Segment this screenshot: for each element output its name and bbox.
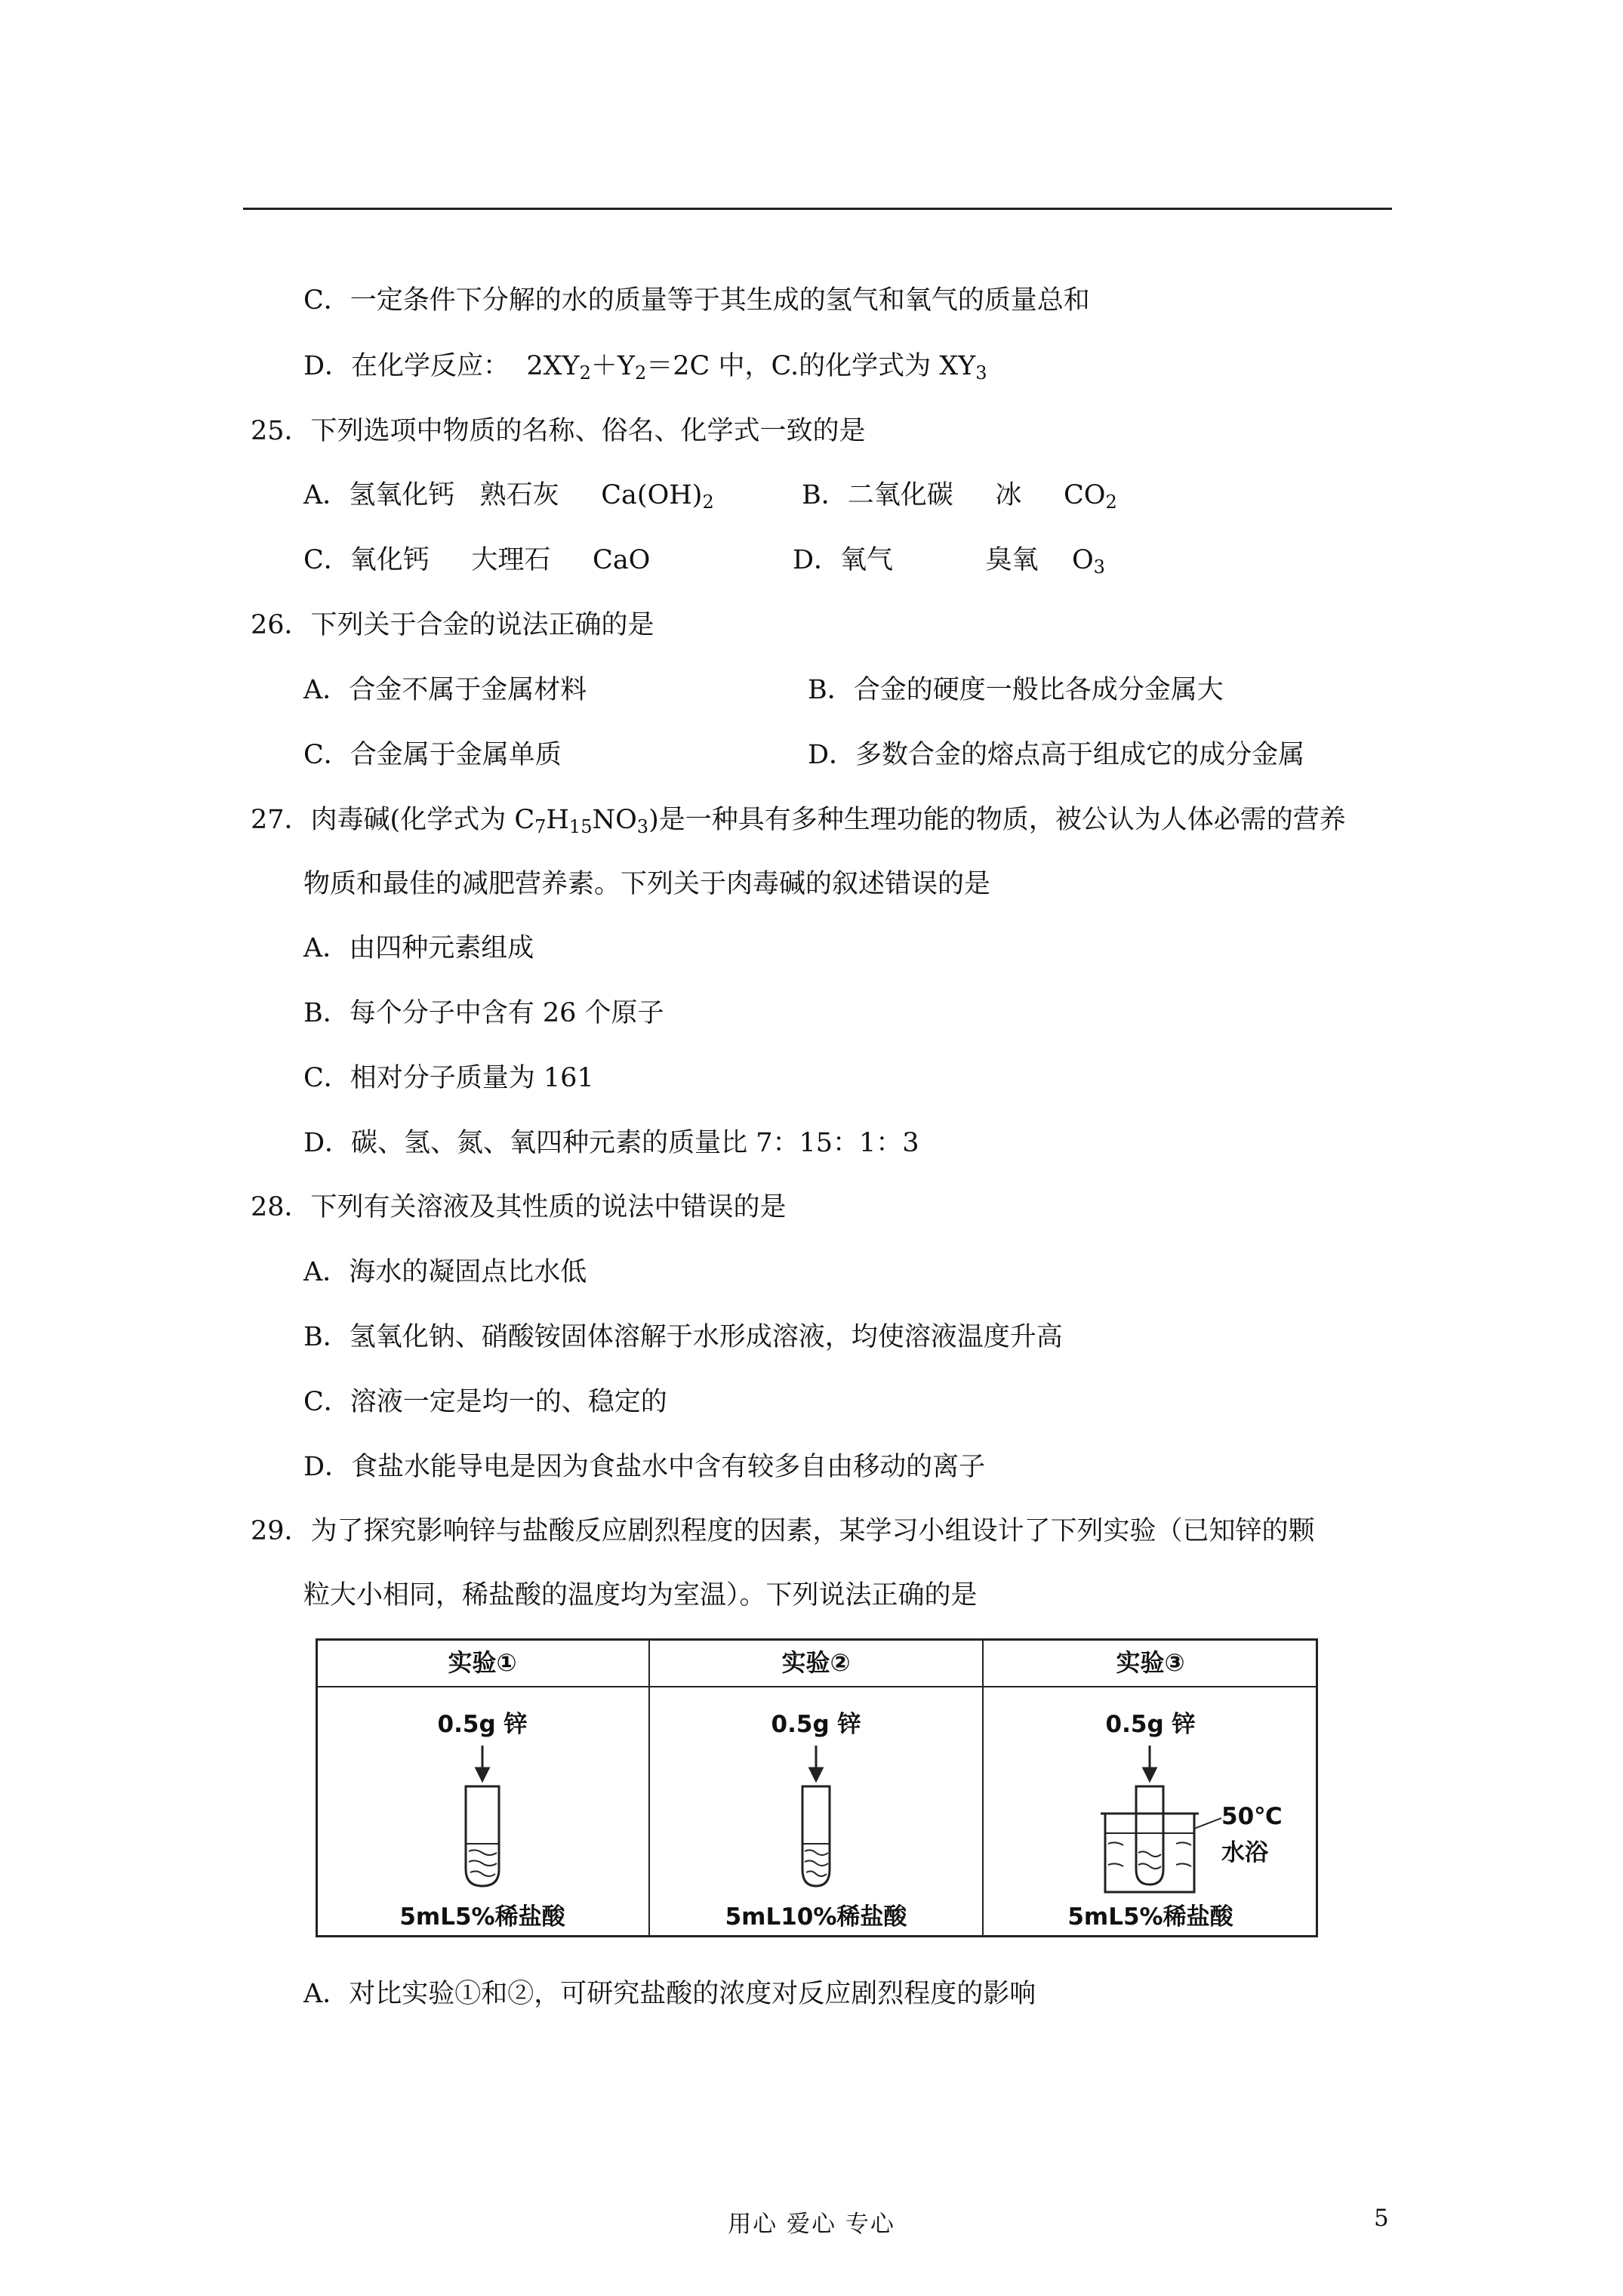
q28-option-a: A．海水的凝固点比水低: [303, 1257, 587, 1287]
q28-stem: 28．下列有关溶液及其性质的说法中错误的是: [251, 1192, 787, 1222]
zinc-label-exp1: 0.5g 锌: [437, 1711, 528, 1738]
test-tube-2: [802, 1746, 830, 1886]
table-header-exp1: 实验①: [448, 1648, 517, 1677]
bath-temperature-label: 50℃: [1221, 1803, 1283, 1830]
page-number: 5: [1374, 2205, 1389, 2232]
footer-slogan: 用心 爱心 专心: [728, 2211, 895, 2238]
table-header-exp3: 实验③: [1116, 1648, 1185, 1677]
test-tube-1: [466, 1746, 499, 1886]
q29-stem-line1: 29．为了探究影响锌与盐酸反应剧烈程度的因素，某学习小组设计了下列实验（已知锌的颗: [251, 1516, 1315, 1546]
q26-option-d: D．多数合金的熔点高于组成它的成分金属: [808, 740, 1305, 770]
q27-option-d: D．碳、氢、氮、氧四种元素的质量比 7：15：1：3: [303, 1128, 919, 1158]
q29-stem-line2: 粒大小相同，稀盐酸的温度均为室温）。下列说法正确的是: [303, 1580, 978, 1610]
q26-stem: 26．下列关于合金的说法正确的是: [251, 610, 654, 640]
q25-option-c: C．氧化钙 大理石 CaO: [303, 545, 651, 575]
acid-label-exp2: 5mL10%稀盐酸: [725, 1903, 907, 1931]
q25-option-b: B．二氧化碳 冰 $CO_2$: [802, 480, 1117, 513]
test-tube-3-water-bath: [1101, 1746, 1221, 1892]
q25-option-a: A．氢氧化钙 熟石灰 $Ca(OH)_2$: [303, 480, 714, 513]
bath-label: 水浴: [1221, 1839, 1268, 1866]
q26-option-c: C．合金属于金属单质: [303, 740, 562, 770]
q27-stem-line2: 物质和最佳的减肥营养素。下列关于肉毒碱的叙述错误的是: [303, 869, 991, 899]
q27-option-a: A．由四种元素组成: [303, 933, 534, 963]
q26-option-a: A．合金不属于金属材料: [303, 675, 587, 705]
q25-option-d: D．氧气 臭氧 $O_3$: [793, 545, 1105, 578]
q27-stem-line1: 27．肉毒碱(化学式为 $C_7H_{15}NO_3$)是一种具有多种生理功能的物质，被公认为人体必需的营养: [251, 805, 1346, 837]
header-rule: [243, 208, 1392, 210]
q27-option-c: C．相对分子质量为 161: [303, 1063, 594, 1093]
q28-option-b: B．氢氧化钠、硝酸铵固体溶解于水形成溶液，均使溶液温度升高: [303, 1322, 1063, 1352]
q28-option-d: D．食盐水能导电是因为食盐水中含有较多自由移动的离子: [303, 1452, 986, 1482]
q26-option-b: B．合金的硬度一般比各成分金属大: [808, 675, 1224, 705]
q27-option-b: B．每个分子中含有 26 个原子: [303, 998, 664, 1028]
zinc-label-exp3: 0.5g 锌: [1105, 1711, 1196, 1738]
q24-option-d: D．在化学反应： $2XY_2+Y_2=2C$ 中，C.的化学式为 $XY_3$: [303, 351, 987, 384]
zinc-label-exp2: 0.5g 锌: [771, 1711, 861, 1738]
experiment-table: [316, 1638, 1318, 1937]
q24-option-c: C．一定条件下分解的水的质量等于其生成的氢气和氧气的质量总和: [303, 285, 1090, 316]
q29-option-a: A．对比实验①和②，可研究盐酸的浓度对反应剧烈程度的影响: [303, 1979, 1036, 2009]
q25-stem: 25．下列选项中物质的名称、俗名、化学式一致的是: [251, 416, 866, 446]
acid-label-exp3: 5mL5%稀盐酸: [1067, 1903, 1233, 1931]
acid-label-exp1: 5mL5%稀盐酸: [399, 1903, 565, 1931]
q28-option-c: C．溶液一定是均一的、稳定的: [303, 1387, 667, 1417]
table-header-exp2: 实验②: [781, 1648, 851, 1677]
